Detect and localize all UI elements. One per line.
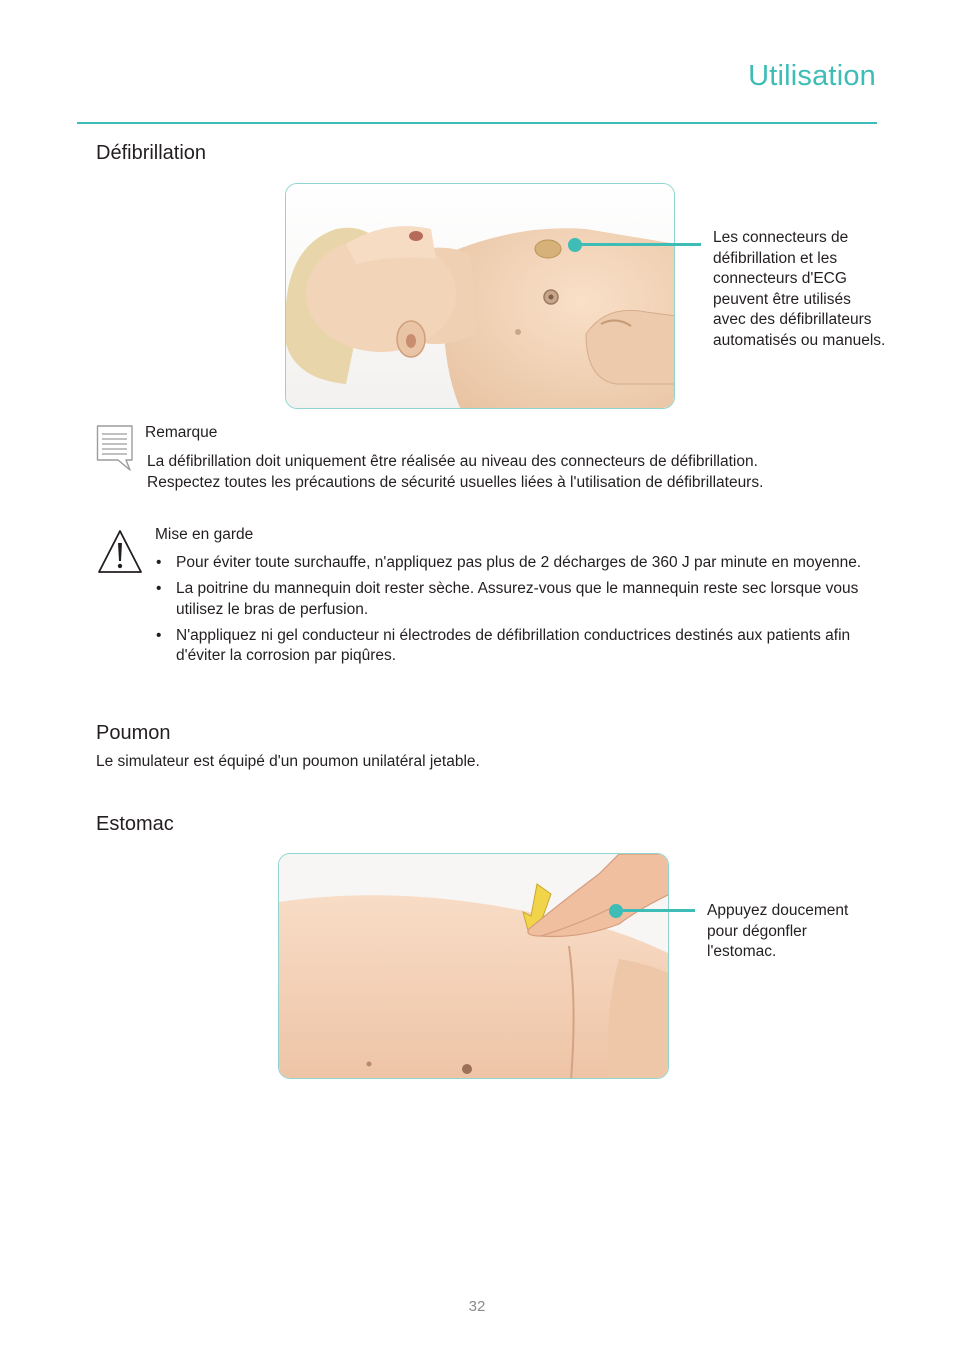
callout-line-2: défibrillation et les: [713, 249, 838, 267]
manikin-head-chest-photo: [285, 183, 675, 409]
warning-item: [155, 579, 900, 620]
callout-line-6: automatisés ou manuels.: [713, 331, 886, 349]
bullet: •: [156, 626, 162, 644]
note-icon: [96, 424, 134, 472]
warning-list: [155, 553, 900, 672]
section-heading-poumon: Poumon: [96, 722, 171, 744]
warning-item: [155, 626, 900, 667]
note-title: Remarque: [145, 424, 218, 441]
warning-triangle-icon: [97, 529, 143, 575]
page-number: 32: [468, 1298, 486, 1315]
title-divider: [77, 122, 877, 124]
callout-line-1: Les connecteurs de: [713, 229, 849, 246]
bullet: •: [156, 554, 162, 571]
manikin-head-chest-illustration: [286, 184, 675, 409]
callout-text-stomach: [707, 901, 848, 963]
callout-line-defibrillation: [576, 243, 701, 246]
warning-item: [155, 553, 900, 574]
page-title: Utilisation: [748, 60, 876, 92]
callout-text-defibrillation: [713, 228, 885, 351]
warning-item-text: La poitrine du mannequin doit rester sèche. Assurez-vous que le mannequin reste sec lorsque vous utilisez le bras de perfusion.: [176, 580, 859, 618]
note-body: [147, 451, 867, 493]
manikin-abdomen-illustration: [279, 854, 669, 1079]
note-line-2: Respectez toutes les précautions de sécurité usuelles liées à l'utilisation de défibrillateurs.: [147, 474, 764, 491]
callout-line-3: l'estomac.: [707, 943, 777, 960]
warning-item-text: Pour éviter toute surchauffe, n'appliquez pas plus de 2 décharges de 360 J par minute en moyenne.: [176, 554, 862, 571]
bullet: •: [156, 580, 162, 597]
warning-title: Mise en garde: [155, 526, 254, 543]
warning-item-text: N'appliquez ni gel conducteur ni électrodes de défibrillation conductrices destinés aux patients afin d'éviter la corrosion par piqûres.: [176, 626, 851, 664]
callout-line-4: peuvent être utilisés: [713, 290, 851, 308]
callout-line-2: pour dégonfler: [707, 922, 807, 940]
manikin-abdomen-photo: [278, 853, 669, 1079]
callout-line-1: Appuyez doucement: [707, 902, 849, 919]
section-heading-estomac: Estomac: [96, 813, 174, 835]
callout-line-3: connecteurs d'ECG: [713, 270, 847, 287]
section-heading-defibrillation: Défibrillation: [96, 142, 207, 164]
callout-line-stomach: [617, 909, 695, 912]
lung-text: Le simulateur est équipé d'un poumon unilatéral jetable.: [96, 753, 480, 770]
callout-line-5: avec des défibrillateurs: [713, 311, 872, 328]
note-line-1: La défibrillation doit uniquement être réalisée au niveau des connecteurs de défibrillation.: [147, 453, 758, 470]
